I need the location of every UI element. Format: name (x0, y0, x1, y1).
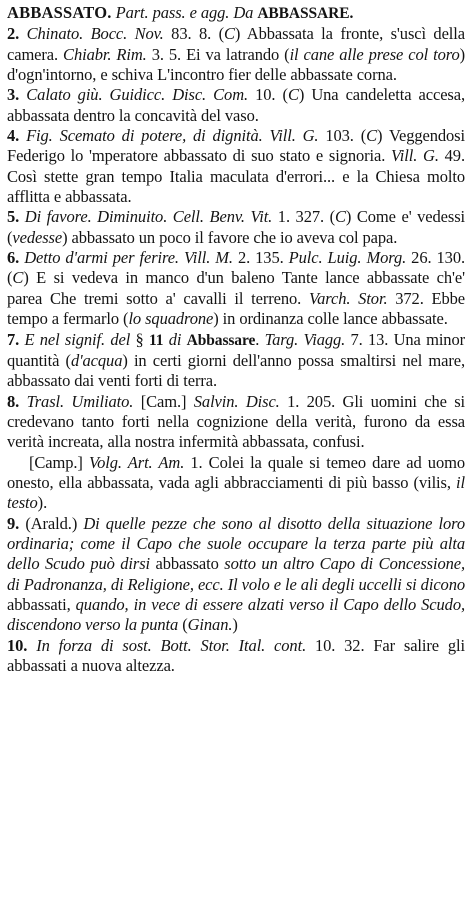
italic-text: E nel signif. del (24, 329, 131, 349)
body-text: 83. 8. ( (163, 24, 224, 44)
bold-text: 11 (148, 331, 164, 349)
body-text: 3. 5. Ei va latrando ( (146, 44, 290, 64)
body-text: ). (37, 493, 48, 513)
italic-text: lo squadrone (128, 309, 214, 329)
entry-heading (7, 3, 465, 24)
sense-number: 5. (7, 207, 25, 227)
italic-text: Chiabr. Rim. (63, 44, 147, 64)
sense-paragraph (7, 248, 465, 329)
body-text: ) Abbassata la fronte, s'uscì della camera. (7, 24, 465, 64)
italic-text: Salvin. Disc. (193, 391, 280, 411)
italic-text: Di quelle pezze che sono al disotto della situazione loro ordinaria; come il Capo che suole occupare la terza parte più alta dello Scudo può dirsi (7, 513, 465, 574)
body-text: 7. 13. Una minor quantità ( (7, 329, 466, 370)
sense-number: 10. (7, 635, 37, 655)
body-text: ) abbassato un poco il favore che io aveva col papa. (62, 227, 398, 247)
part-of-speech: Part. pass. e agg. Da (115, 3, 254, 22)
body-text: [Cam.] (133, 391, 194, 411)
italic-text: quando, in vece di essere alzati verso il Capo dello Scudo, discendono verso la punta (7, 594, 465, 635)
italic-text: C (12, 268, 24, 288)
body-text: 1. 327. ( (272, 207, 335, 227)
sense-number: 7. (7, 329, 25, 349)
senses-list (7, 24, 465, 676)
italic-text: Calato giù. Guidicc. Disc. Com. (26, 85, 249, 105)
sense-number: 8. (7, 391, 27, 411)
body-text: 372. Ebbe tempo a fermarlo ( (7, 288, 465, 329)
italic-text: C (366, 126, 378, 146)
sense-paragraph (7, 453, 465, 514)
sense-paragraph (7, 392, 465, 453)
italic-text: Vill. G. (391, 146, 439, 166)
italic-text: Volg. Art. Am. (88, 452, 185, 472)
italic-text: In forza di sost. Bott. Stor. Ital. cont. (36, 635, 307, 655)
italic-text: Chinato. Bocc. Nov. (26, 24, 164, 44)
body-text: 10. ( (248, 85, 288, 105)
italic-text: di (163, 329, 187, 349)
body-text: § (130, 329, 149, 349)
sense-number: 2. (7, 24, 27, 44)
italic-text: d'acqua (70, 350, 123, 370)
italic-text: C (335, 207, 346, 227)
italic-text: Di favore. Diminuito. Cell. Benv. Vit. (24, 207, 273, 227)
sense-paragraph (7, 24, 465, 85)
body-text: ) E si vedeva in manco d'un baleno Tante lance abbassate ch'e' parea Che tremi sotto a' cavalli il terreno. (7, 268, 465, 308)
body-text: 1. Colei la quale si temeo dare ad uomo onesto, ella abbassata, vada agli abbracciamenti di più basso (vilis, (7, 452, 465, 492)
sense-number: 3. (7, 85, 27, 105)
sense-number: 4. (7, 126, 27, 146)
italic-text: Varch. Stor. (308, 288, 388, 308)
body-text: [Camp.] (29, 452, 89, 472)
body-text: ) Veggendosi Federigo lo 'mperatore abbassato di suo stato e signoria. (7, 126, 465, 166)
sense-paragraph (7, 85, 465, 126)
italic-text: C (223, 24, 235, 44)
body-text: ) d'ogn'intorno, e schiva L'incontro fier delle abbassate corna. (7, 44, 465, 85)
italic-text: vedesse (12, 227, 63, 247)
italic-text: Ginan. (187, 615, 233, 635)
sense-number: 9. (7, 513, 26, 533)
italic-text: C (287, 85, 299, 105)
body-text: ) (232, 615, 238, 635)
sense-paragraph (7, 330, 465, 392)
sense-paragraph (7, 126, 465, 207)
sense-paragraph (7, 207, 465, 248)
headword: ABBASSATO. (7, 3, 112, 22)
body-text: 103. ( (318, 126, 367, 146)
body-text: ) Una candeletta accesa, abbassata dentro la concavità del vaso. (7, 85, 466, 125)
sense-paragraph (7, 636, 465, 677)
italic-text: Targ. Viagg. (264, 329, 346, 349)
body-text: ) Come e' vedessi ( (7, 207, 466, 247)
sense-number: 6. (7, 248, 25, 268)
body-text: 2. 135. (232, 248, 289, 268)
italic-text: sotto un altro Capo di Concessione, di Padronanza, di Religione, ecc. Il volo e le ali degli uccelli si dicono (7, 554, 465, 594)
italic-text: Trasl. Umiliato. (26, 391, 134, 411)
body-text: ) in ordinanza colle lance abbassate. (213, 309, 448, 329)
italic-text: il testo (7, 472, 465, 513)
italic-text: Pulc. Luig. Morg. (288, 248, 407, 268)
body-text: ) in certi giorni dell'anno possa smaltirsi nel mare, abbassato dai venti forti di terra. (7, 350, 466, 391)
body-text: 10. 32. Far salire gli abbassati a nuova altezza. (7, 635, 465, 675)
italic-text: il cane alle prese col toro (289, 44, 460, 64)
body-text: ( (178, 615, 188, 635)
body-text: 26. 130. ( (7, 248, 465, 288)
sense-paragraph (7, 514, 465, 636)
italic-text: Detto d'armi per ferire. Vill. M. (24, 248, 233, 268)
body-text: 1. 205. Gli uomini che si credevano tanto forti nella cognizione della verità, furono da essa verità increata, alla nostra infermità abbassata, confusi. (7, 391, 466, 452)
body-text: abbassato (150, 554, 225, 574)
bold-text: Abbassare (186, 331, 256, 349)
body-text: 49. Così stette gran tempo Italia maculata d'errori... e la Chiesa molto afflitta e abbassata. (7, 146, 465, 207)
source-verb: ABBASSARE. (257, 5, 354, 22)
body-text: . (255, 329, 265, 349)
italic-text: Fig. Scemato di potere, di dignità. Vill. G. (26, 126, 319, 146)
body-text: (Arald.) (25, 513, 84, 533)
body-text: abbassati, (7, 594, 76, 614)
